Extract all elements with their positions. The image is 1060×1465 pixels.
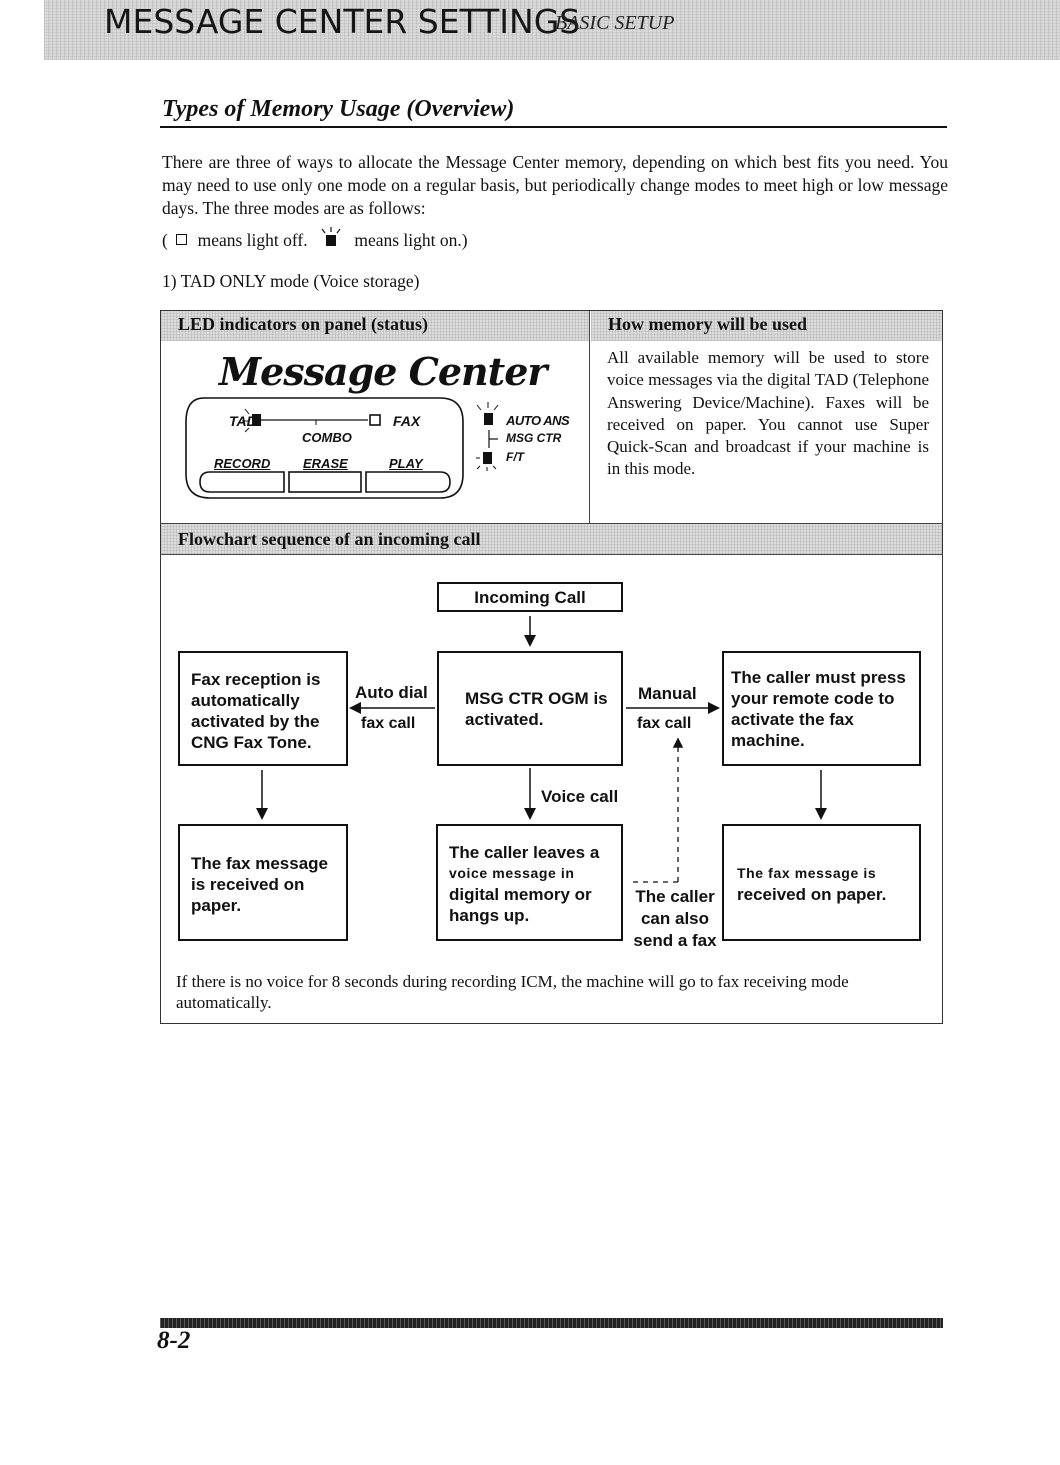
column-divider	[589, 311, 590, 524]
legend-off-text: means light off.	[197, 230, 308, 250]
caller-leaves-line3: digital memory or hangs up.	[449, 885, 592, 925]
section-rule	[160, 126, 947, 128]
caller-can-send-label: The caller can also send a fax	[633, 887, 717, 950]
erase-label: ERASE	[303, 456, 348, 471]
fax-label: FAX	[393, 413, 421, 429]
intro-paragraph: There are three of ways to allocate the Message Center memory, depending on which best fits you need. You may need to use only one mode on a regular basis, but periodically change modes to meet high or low message days. The three modes are as follows:	[162, 152, 948, 218]
section-title: Types of Memory Usage (Overview)	[162, 96, 515, 122]
header-title: MESSAGE CENTER SETTINGS	[104, 2, 581, 41]
ft-label: F/T	[506, 450, 524, 464]
legend-open: (	[162, 230, 168, 250]
incoming-call-text: Incoming Call	[474, 588, 586, 607]
light-off-icon	[176, 234, 187, 245]
record-label: RECORD	[214, 456, 271, 471]
manual-label: Manual	[638, 684, 697, 703]
fax-received-line2: received on paper.	[737, 885, 887, 904]
flowchart-arrows	[160, 555, 943, 975]
caller-leaves-line2: voice message in	[449, 865, 575, 881]
caller-leaves-line1: The caller leaves a	[449, 843, 600, 862]
page-number: 8-2	[157, 1327, 191, 1354]
legend-line	[162, 226, 468, 252]
msg-ctr-label: MSG CTR	[506, 431, 562, 445]
msg-ctr-ogm-text: MSG CTR OGM is activated.	[465, 689, 608, 729]
footnote: If there is no voice for 8 seconds during recording ICM, the machine will go to fax receiving mode automatically.	[176, 972, 849, 1012]
led-header: LED indicators on panel (status)	[178, 314, 429, 334]
fax-received-line1: The fax message is	[737, 865, 877, 881]
footer-bar	[160, 1318, 943, 1328]
auto-dial-label: Auto dial	[355, 683, 428, 702]
header-subtitle: BASIC SETUP	[555, 12, 675, 34]
mode-title: 1) TAD ONLY mode (Voice storage)	[162, 271, 420, 291]
fax-call-left-label: fax call	[361, 715, 416, 732]
combo-label: COMBO	[302, 430, 352, 445]
auto-ans-label: AUTO ANS	[506, 413, 570, 428]
fax-message-text: The fax message is received on paper.	[191, 854, 329, 915]
fax-call-right-label: fax call	[637, 715, 692, 732]
flow-header: Flowchart sequence of an incoming call	[178, 529, 481, 549]
memory-usage-text: All available memory will be used to store voice messages via the digital TAD (Telephone Answering Device/Machine). Faxes will be received on paper. You cannot use Super Quick-Scan and broadcast if your machine is in this mode.	[607, 348, 929, 479]
legend-on-text: means light on.)	[354, 230, 468, 250]
fax-reception-text: Fax reception is automatically activated by the CNG Fax Tone.	[191, 670, 321, 752]
remote-code-text: The caller must press your remote code to activate the fax machine.	[731, 668, 906, 750]
voice-call-label: Voice call	[541, 787, 619, 806]
play-label: PLAY	[389, 456, 423, 471]
light-on-icon	[318, 226, 344, 250]
tad-label: TAD	[229, 413, 257, 429]
memory-header: How memory will be used	[608, 314, 807, 334]
message-center-logo: Message Center	[219, 349, 547, 394]
